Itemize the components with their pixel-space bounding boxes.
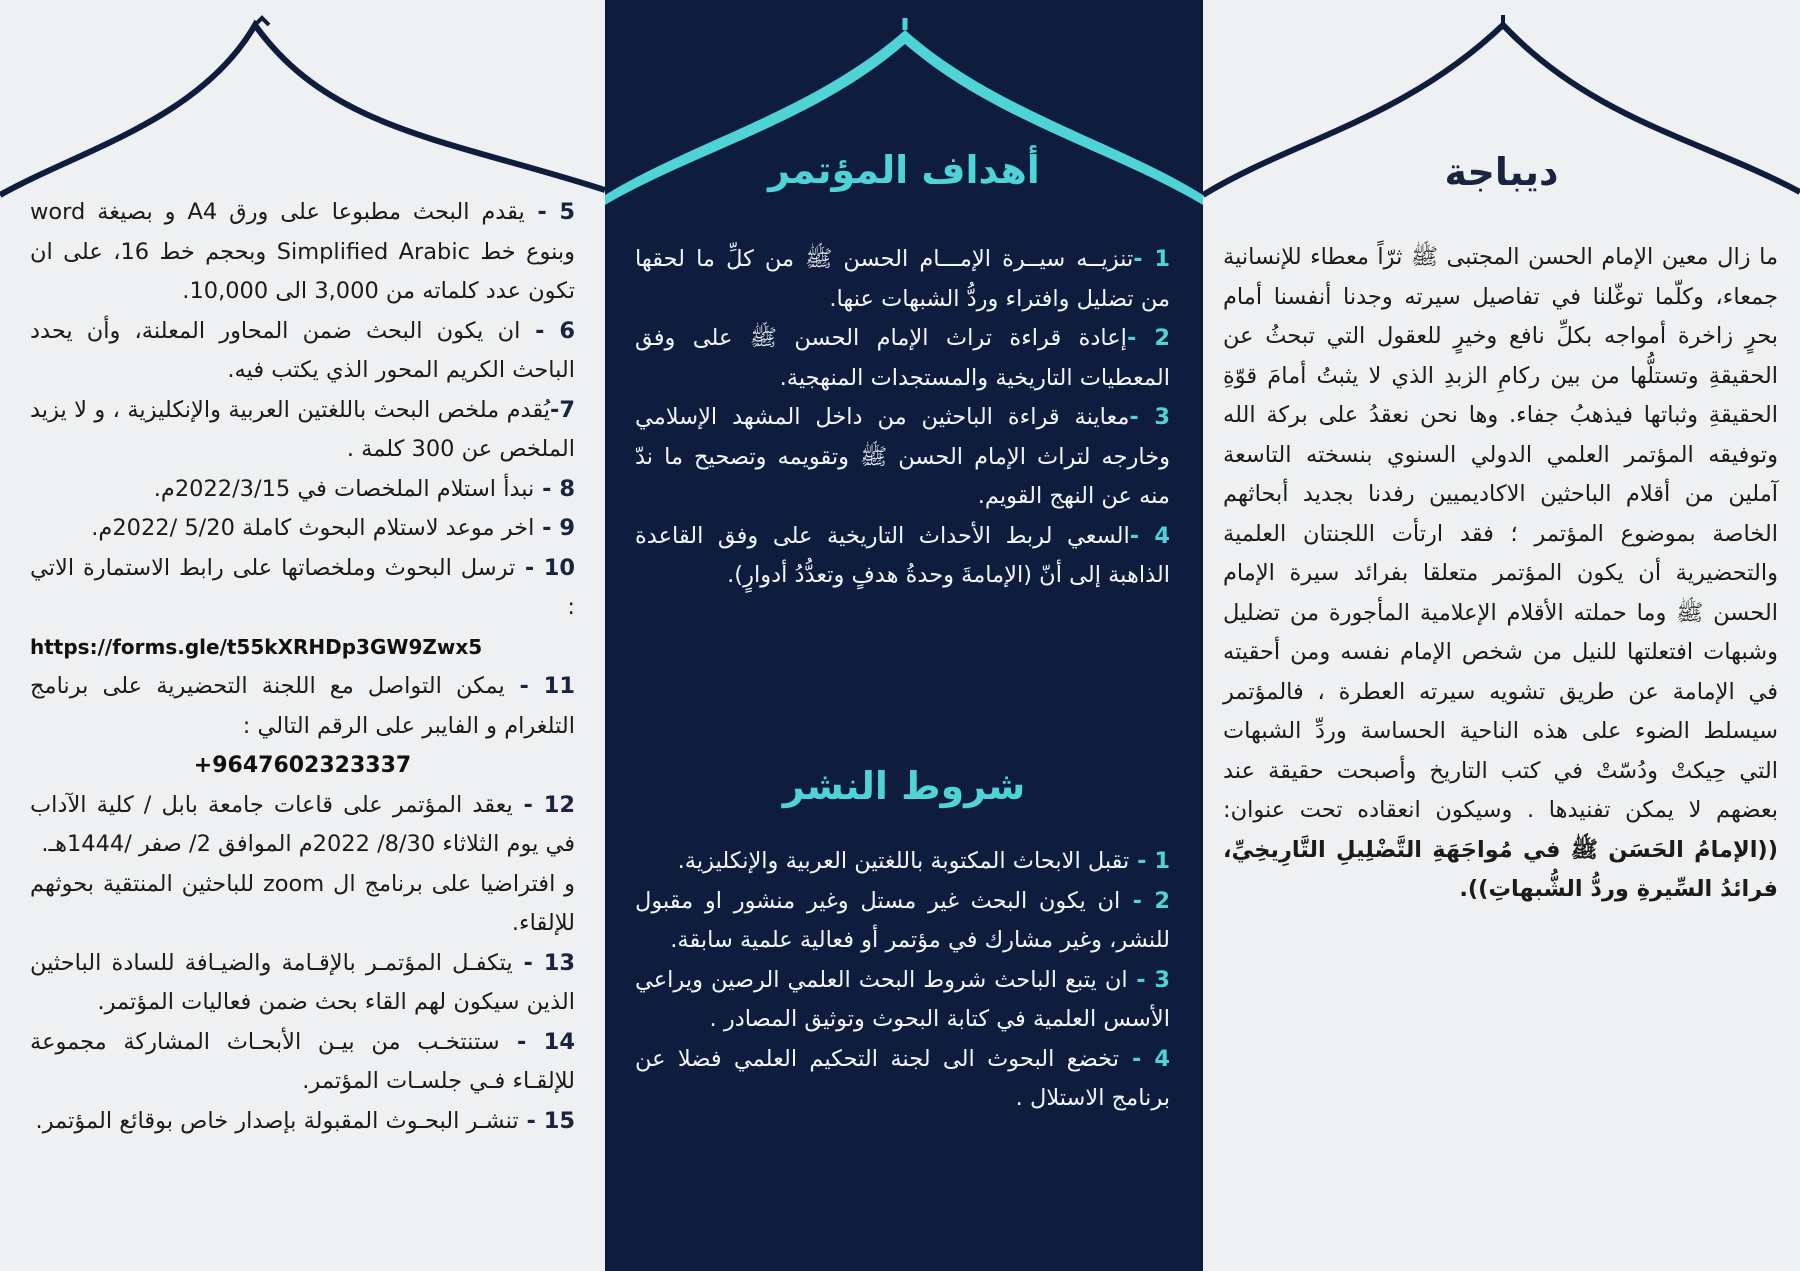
zoom-note: و افتراضيا على برنامج ال zoom للباحثين المنتقية بحوثهم للإلقاء. [30, 870, 575, 936]
list-item: 5 - يقدم البحث مطبوعا على ورق A4 و بصيغة word وبنوع خط Simplified Arabic وبحجم خط 16، على ان تكون عدد كلماته من 3,000 الى 10,000. [30, 199, 575, 304]
goals-list [635, 240, 1170, 596]
list-item: 2 - ان يكون البحث غير مستل وغير منشور او مقبول للنشر، وغير مشارك في مؤتمر أو فعالية علمية سابقة. [635, 887, 1170, 953]
preamble-body: ما زال معين الإمام الحسن المجتبى ﷺ ثرّاً معطاء للإنسانية جمعاء، وكلّما توغّلنا في تفاصيل سيرته وجدنا أنفسنا أمام بحرٍ زاخرة أمواجه بكلِّ نافع وخيرٍ للعقول التي تبحثُ عن الحقيقةِ وتستلُّها من بين ركامِ الزبدِ الذي لا يثبتُ أمامَ قوّةِ الحقيقةِ وثباتها فيذهبُ جفاء. وها نحن نعقدُ على بركة الله وتوفيقه المؤتمر العلمي الدولي السنوي بنسخته التاسعة آملين من أقلام الباحثين الاكاديميين رفدنا بجديد أبحاثهم الخاصة بموضوع المؤتمر ؛ فقد ارتأت اللجنتان العلمية والتحضيرية أن يكون المؤتمر متعلقا بفرائد سيرة الإمام الحسن ﷺ وما حملته الأقلام الإعلامية المأجورة من تضليل وشبهات افتعلتها للنيل من شخص الإمام نفسه ومن أحقيته في الإمامة عن طريق تشويه سيرته العطرة ، فالمؤتمر سيسلط الضوء على هذه الناحية الحساسة وردِّ الشبهات التي حِيكتْ ودُسّتْ في كتب التاريخ وأصبحت حقيقة عند بعضهم لا يمكن تفنيدها . وسيكون انعقاده تحت عنوان: ((الإمامُ الحَسَن ﷺ في مُواجَهَةِ التَّضْلِيلِ التَّارِيخِيِّ، فرائدُ السِّيرةِ وردُّ الشُّبهاتِ)). [1223, 244, 1778, 902]
list-item: 1 -تنزيــه سيــرة الإمـــام الحسن ﷺ من كلِّ ما لحقها من تضليل وافتراء وردُّ الشبهات عنها. [635, 246, 1170, 312]
list-item: 3 -معاينة قراءة الباحثين من داخل المشهد الإسلامي وخارجه لتراث الإمام الحسن ﷺ وتقويمه وتصحيح ما ندّ منه عن النهج القويم. [635, 404, 1171, 509]
list-item: 13 - يتكفـل المؤتمـر بالإقـامة والضيـافة للسادة الباحثين الذين سيكون لهم القاء بحث ضمن فعاليات المؤتمر. [30, 949, 575, 1015]
publication-conditions-list [30, 193, 575, 1141]
goals-title: أهداف المؤتمر [768, 148, 1040, 192]
list-item: 11 - يمكن التواصل مع اللجنة التحضيرية على برنامج التلغرام و الفايبر على الرقم التالي : [30, 673, 575, 739]
left-panel [0, 0, 605, 1271]
list-item: 8 - نبدأ استلام الملخصات في 2022/3/15م. [153, 475, 575, 502]
phone-number: +9647602323337 [193, 753, 412, 778]
middle-panel [605, 0, 1203, 1271]
arch-ornament [0, 0, 605, 220]
list-item: 2 -إعادة قراءة تراث الإمام الحسن ﷺ على وفق المعطيات التاريخية والمستجدات المنهجية. [635, 325, 1171, 391]
list-item: 4 - تخضع البحوث الى لجنة التحكيم العلمي فضلا عن برنامج الاستلال . [635, 1045, 1170, 1111]
right-panel [1203, 0, 1800, 1271]
form-link[interactable]: https://forms.gle/t55kXRHDp3GW9Zwx5 [30, 634, 483, 659]
conference-title: ((الإمامُ الحَسَن ﷺ في مُواجَهَةِ التَّضْلِيلِ التَّارِيخِيِّ، فرائدُ السِّيرةِ وردُّ الشُّبهاتِ)). [1223, 836, 1778, 902]
list-item: 10 - ترسل البحوث وملخصاتها على رابط الاستمارة الاتي : [30, 554, 575, 620]
list-item: 12 - يعقد المؤتمر على قاعات جامعة بابل / كلية الآداب في يوم الثلاثاء 8/30/ 2022م الموافق 2/ صفر /1444هـ. [30, 791, 575, 857]
list-item: 9 - اخر موعد لاستلام البحوث كاملة 5/20 /2022م. [91, 515, 575, 541]
terms-title: شروط النشر [782, 764, 1026, 808]
list-item: 6 - ان يكون البحث ضمن المحاور المعلنة، وأن يحدد الباحث الكريم المحور الذي يكتب فيه. [30, 317, 575, 383]
list-item: 15 - تنشـر البحـوث المقبولة بإصدار خاص بوقائع المؤتمر. [35, 1107, 575, 1134]
terms-list [635, 842, 1170, 1119]
list-item: 4 -السعي لربط الأحداث التاريخية على وفق القاعدة الذاهبة إلى أنّ (الإمامةَ وحدةُ هدفٍ وتعدُّدُ أدوارٍ). [635, 522, 1170, 588]
list-item: 3 - ان يتبع الباحث شروط البحث العلمي الرصين ويراعي الأسس العلمية في كتابة البحوث وتوثيق المصادر . [635, 966, 1170, 1032]
list-item: 14 - ستنتخـب من بيـن الأبحـاث المشاركة مجموعة للإلقـاء فـي جلسـات المؤتمر. [30, 1028, 575, 1094]
list-item: 7-يُقدم ملخص البحث باللغتين العربية والإنكليزية ، و لا يزيد الملخص عن 300 كلمة . [30, 396, 575, 462]
preamble-title: ديباجة [1444, 150, 1559, 194]
list-item: 1 - تقبل الابحاث المكتوبة باللغتين العربية والإنكليزية. [677, 848, 1170, 874]
